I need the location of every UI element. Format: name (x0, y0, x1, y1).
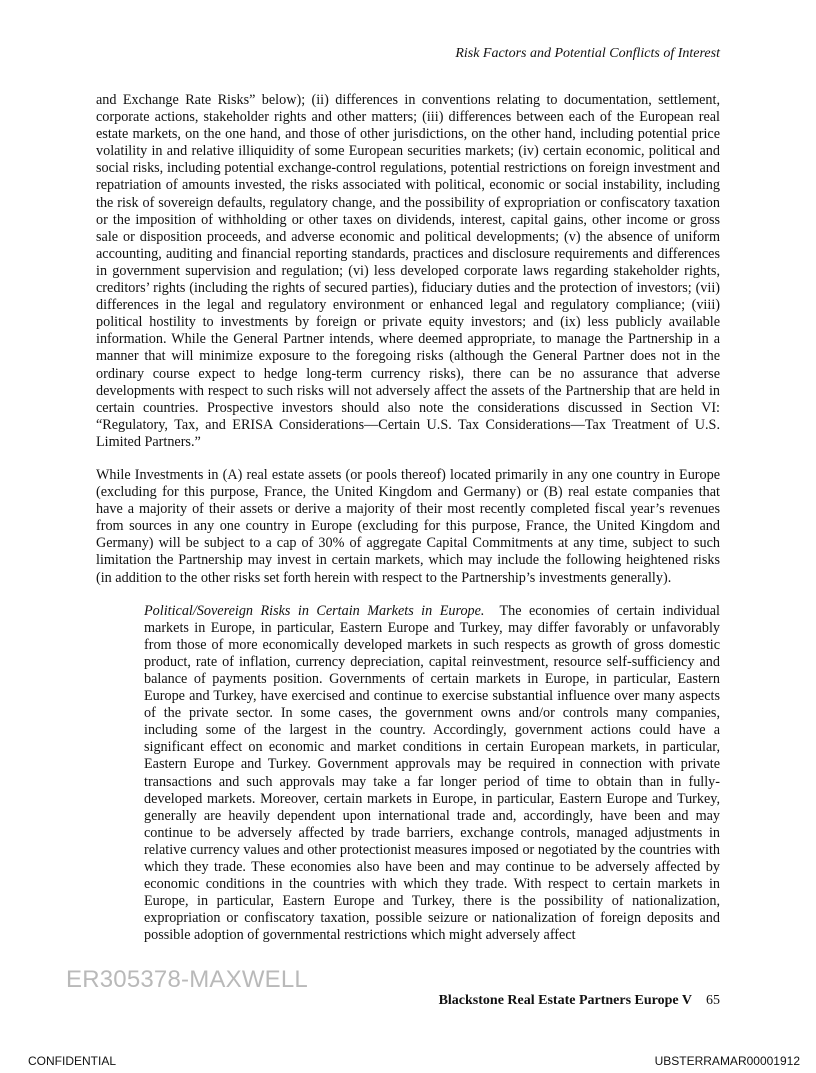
body-paragraph: and Exchange Rate Risks” below); (ii) differences in conventions relating to documentation, settlement, corporate actions, stakeholder rights and other matters; (iii) differences between each of the European real estate markets, on the one hand, and those of other jurisdictions, on the other hand, including potential price volatility in and relative illiquidity of some European securities markets; (iv) certain economic, political and social risks, including potential exchange-control regulations, potential restrictions on foreign investment and repatriation of amounts invested, the risks associated with political, economic or social instability, including the risk of sovereign defaults, regulatory change, and the possibility of expropriation or confiscatory taxation or the imposition of withholding or other taxes on dividends, interest, capital gains, other income or gross sale or disposition proceeds, and adverse economic and political developments; (v) the absence of uniform accounting, auditing and financial reporting standards, practices and disclosure requirements and differences in government supervision and regulation; (vi) less developed corporate laws regarding stakeholder rights, creditors’ rights (including the rights of secured parties), fiduciary duties and the protection of investors; (vii) differences in the legal and regulatory environment or enhanced legal and regulatory compliance; (viii) political hostility to investments by foreign or private equity investors; and (ix) less publicly available information. While the General Partner intends, where deemed appropriate, to manage the Partnership in a manner that will minimize exposure to the foregoing risks (although the General Partner does not in the ordinary course expect to hedge long-term currency risks), there can be no assurance that adverse developments with respect to such risks will not adversely affect the assets of the Partnership that are held in certain countries. Prospective investors should also note the considerations discussed in Section VI: “Regulatory, Tax, and ERISA Considerations—Certain U.S. Tax Considerations—Tax Treatment of U.S. Limited Partners.” (96, 92, 720, 450)
page-number: 65 (706, 993, 720, 1008)
watermark-id: ER305378-MAXWELL (66, 966, 308, 993)
indented-paragraph (144, 603, 720, 945)
body-paragraph: While Investments in (A) real estate assets (or pools thereof) located primarily in any one country in Europe (excluding for this purpose, France, the United Kingdom and Germany) or (B) real estate companies that have a majority of their assets or derive a majority of their most recently completed fiscal year’s revenues from sources in any one country in Europe (excluding for this purpose, France, the United Kingdom and Germany) will be subject to a cap of 30% of aggregate Capital Commitments at any time, subject to such limitation the Partnership may invest in certain markets, which may include the following heightened risks (in addition to the other risks set forth herein with respect to the Partnership’s investments generally). (96, 466, 720, 586)
run-in-heading: Political/Sovereign Risks in Certain Markets in Europe. (144, 602, 485, 619)
bates-number: UBSTERRAMAR00001912 (654, 1054, 800, 1068)
footer-title: Blackstone Real Estate Partners Europe V (438, 993, 692, 1008)
document-body (96, 92, 720, 961)
running-header: Risk Factors and Potential Conflicts of Interest (455, 46, 720, 61)
paragraph-text: The economies of certain individual markets in Europe, in particular, Eastern Europe and Turkey, may differ favorably or unfavorably from those of more economically developed markets in such respects as growth of gross domestic product, rate of inflation, currency depreciation, capital reinvestment, resource self-sufficiency and balance of payments position. Governments of certain markets in Europe, in particular, Eastern Europe and Turkey, have exercised and continue to exercise substantial influence over many aspects of the private sector. In some cases, the government owns and/or controls many companies, including some of the largest in the country. Accordingly, government actions could have a significant effect on economic and market conditions in certain European markets, in particular, Eastern Europe and Turkey. Government approvals may be required in connection with private transactions and such approvals may take a far longer period of time to obtain than in fully-developed markets. Moreover, certain markets in Europe, in particular, Eastern Europe and Turkey, generally are heavily dependent upon international trade and, accordingly, have been and may continue to be adversely affected by trade barriers, exchange controls, managed adjustments in relative currency values and other protectionist measures imposed or negotiated by the countries with which they trade. These economies also have been and may continue to be adversely affected by economic conditions in the countries with which they trade. With respect to certain markets in Europe, in particular, Eastern Europe and Turkey, there is the possibility of nationalization, expropriation or confiscatory taxation, possible seizure or nationalization of foreign deposits and possible adoption of governmental restrictions which might adversely affect (144, 602, 720, 944)
page-footer (439, 993, 720, 1009)
confidential-label: CONFIDENTIAL (28, 1054, 117, 1068)
